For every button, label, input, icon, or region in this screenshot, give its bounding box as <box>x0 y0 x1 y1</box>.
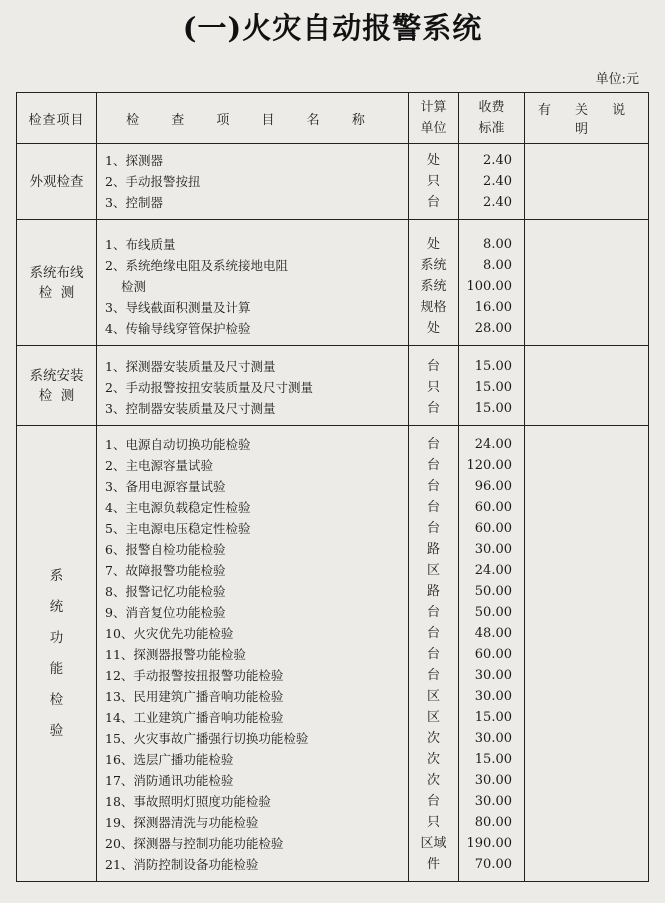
item-name: 4、传输导线穿管保护检验 <box>105 321 251 336</box>
item-name: 13、民用建筑广播音响功能检验 <box>105 689 284 704</box>
item-price: 2.40 <box>483 174 512 189</box>
items-appearance <box>97 144 409 220</box>
item-unit: 台 <box>426 521 440 536</box>
item-unit: 件 <box>426 857 440 872</box>
section-appearance <box>17 144 649 220</box>
item-price: 30.00 <box>474 773 512 788</box>
item-name: 12、手动报警按扭报警功能检验 <box>105 668 284 683</box>
item-name: 3、备用电源容量试验 <box>105 479 226 494</box>
item-unit: 台 <box>426 794 440 809</box>
item-name: 8、报警记忆功能检验 <box>105 584 226 599</box>
item-name: 15、火灾事故广播强行切换功能检验 <box>105 731 309 746</box>
header-unit-line2: 单位 <box>420 121 447 136</box>
item-name: 20、探测器与控制功能功能检验 <box>105 836 284 851</box>
remark-wiring <box>525 220 649 346</box>
item-price: 28.00 <box>474 321 512 336</box>
item-name: 3、控制器 <box>105 195 163 210</box>
units-function <box>409 426 459 882</box>
category-wiring-line2: 检 测 <box>38 284 75 301</box>
item-name: 检测 <box>121 279 147 294</box>
item-name: 2、手动报警按扭安装质量及尺寸测量 <box>105 380 313 395</box>
header-category: 检查项目 <box>17 93 97 144</box>
item-name: 5、主电源电压稳定性检验 <box>105 521 251 536</box>
item-unit: 区 <box>426 689 440 704</box>
item-unit: 台 <box>426 195 440 210</box>
category-char: 功 <box>49 629 64 646</box>
item-price: 30.00 <box>474 542 512 557</box>
item-unit: 次 <box>426 731 440 746</box>
item-unit: 区 <box>426 710 440 725</box>
item-unit: 台 <box>426 647 440 662</box>
category-installation-line2: 检 测 <box>38 387 75 404</box>
category-wiring <box>17 220 97 346</box>
header-fee-line1: 收费 <box>478 100 505 115</box>
items-function <box>97 426 409 882</box>
category-wiring-line1: 系统布线 <box>29 264 84 281</box>
item-price: 2.40 <box>483 153 512 168</box>
units-installation <box>409 346 459 426</box>
item-name: 2、手动报警按扭 <box>105 174 201 189</box>
item-name: 3、导线截面积测量及计算 <box>105 300 251 315</box>
item-unit: 系统 <box>420 258 447 273</box>
item-price: 190.00 <box>466 836 512 851</box>
item-name: 19、探测器清洗与功能检验 <box>105 815 259 830</box>
item-unit: 只 <box>426 174 440 189</box>
page-title: (一)火灾自动报警系统 <box>182 11 483 45</box>
item-unit: 台 <box>426 500 440 515</box>
item-name: 1、布线质量 <box>105 237 176 252</box>
item-price: 100.00 <box>466 279 512 294</box>
item-unit: 路 <box>426 584 440 599</box>
category-char: 验 <box>49 722 64 739</box>
item-unit: 台 <box>426 437 440 452</box>
category-char: 检 <box>49 691 64 708</box>
item-price: 8.00 <box>483 237 512 252</box>
item-unit: 台 <box>426 605 440 620</box>
item-unit: 台 <box>426 668 440 683</box>
item-unit: 台 <box>426 458 440 473</box>
item-price: 16.00 <box>474 300 512 315</box>
item-price: 24.00 <box>474 563 512 578</box>
items-installation <box>97 346 409 426</box>
item-name: 10、火灾优先功能检验 <box>105 626 234 641</box>
item-unit: 规格 <box>420 300 447 315</box>
units-appearance <box>409 144 459 220</box>
category-char: 系 <box>49 567 64 584</box>
item-price: 2.40 <box>483 195 512 210</box>
item-unit: 区 <box>426 563 440 578</box>
item-price: 50.00 <box>474 605 512 620</box>
remark-function <box>525 426 649 882</box>
item-price: 60.00 <box>474 500 512 515</box>
item-unit: 处 <box>426 153 440 168</box>
item-name: 1、电源自动切换功能检验 <box>105 437 251 452</box>
item-name: 4、主电源负载稳定性检验 <box>105 500 251 515</box>
item-price: 96.00 <box>474 479 512 494</box>
item-price: 30.00 <box>474 731 512 746</box>
item-name: 1、探测器 <box>105 153 163 168</box>
prices-function <box>459 426 525 882</box>
category-installation <box>17 346 97 426</box>
item-unit: 处 <box>426 321 440 336</box>
prices-installation <box>459 346 525 426</box>
item-price: 60.00 <box>474 521 512 536</box>
item-name: 9、消音复位功能检验 <box>105 605 226 620</box>
item-unit: 区域 <box>420 836 447 851</box>
item-price: 30.00 <box>474 794 512 809</box>
category-installation-line1: 系统安装 <box>29 367 84 384</box>
header-name: 检 查 项 目 名 称 <box>97 93 409 144</box>
item-name: 21、消防控制设备功能检验 <box>105 857 259 872</box>
category-function <box>17 426 97 882</box>
unit-note: 单位:元 <box>595 72 639 87</box>
item-price: 15.00 <box>474 710 512 725</box>
item-name: 7、故障报警功能检验 <box>105 563 226 578</box>
category-char: 统 <box>49 598 64 615</box>
remark-installation <box>525 346 649 426</box>
item-price: 8.00 <box>483 258 512 273</box>
item-name: 2、主电源容量试验 <box>105 458 213 473</box>
item-unit: 次 <box>426 752 440 767</box>
item-unit: 处 <box>426 237 440 252</box>
item-name: 18、事故照明灯照度功能检验 <box>105 794 271 809</box>
item-price: 15.00 <box>474 380 512 395</box>
prices-appearance <box>459 144 525 220</box>
fee-table <box>16 92 649 882</box>
item-name: 1、探测器安装质量及尺寸测量 <box>105 359 276 374</box>
units-wiring <box>409 220 459 346</box>
item-unit: 路 <box>426 542 440 557</box>
section-function <box>17 426 649 882</box>
prices-wiring <box>459 220 525 346</box>
header-unit-line1: 计算 <box>420 100 447 115</box>
item-name: 2、系统绝缘电阻及系统接地电阻 <box>105 258 288 273</box>
item-price: 70.00 <box>474 857 512 872</box>
item-unit: 台 <box>426 479 440 494</box>
item-price: 30.00 <box>474 689 512 704</box>
item-name: 14、工业建筑广播音响功能检验 <box>105 710 284 725</box>
item-price: 15.00 <box>474 359 512 374</box>
header-fee <box>459 93 525 144</box>
header-row <box>17 93 649 144</box>
section-wiring <box>17 220 649 346</box>
item-name: 17、消防通讯功能检验 <box>105 773 234 788</box>
item-unit: 次 <box>426 773 440 788</box>
item-name: 6、报警自检功能检验 <box>105 542 226 557</box>
category-char: 能 <box>49 660 64 677</box>
item-price: 15.00 <box>474 752 512 767</box>
header-unit <box>409 93 459 144</box>
item-name: 3、控制器安装质量及尺寸测量 <box>105 401 276 416</box>
item-price: 60.00 <box>474 647 512 662</box>
item-unit: 台 <box>426 401 440 416</box>
item-name: 16、选层广播功能检验 <box>105 752 234 767</box>
item-price: 30.00 <box>474 668 512 683</box>
section-installation <box>17 346 649 426</box>
item-name: 11、探测器报警功能检验 <box>105 647 246 662</box>
header-remark: 有 关 说 明 <box>525 93 649 144</box>
item-unit: 只 <box>426 815 440 830</box>
item-price: 15.00 <box>474 401 512 416</box>
item-price: 48.00 <box>474 626 512 641</box>
header-fee-line2: 标准 <box>478 121 505 136</box>
item-price: 24.00 <box>474 437 512 452</box>
item-price: 80.00 <box>474 815 512 830</box>
remark-appearance <box>525 144 649 220</box>
item-price: 50.00 <box>474 584 512 599</box>
items-wiring <box>97 220 409 346</box>
item-unit: 只 <box>426 380 440 395</box>
item-unit: 系统 <box>420 279 447 294</box>
item-unit: 台 <box>426 626 440 641</box>
category-appearance: 外观检查 <box>17 144 97 220</box>
item-unit: 台 <box>426 359 440 374</box>
item-price: 120.00 <box>466 458 512 473</box>
